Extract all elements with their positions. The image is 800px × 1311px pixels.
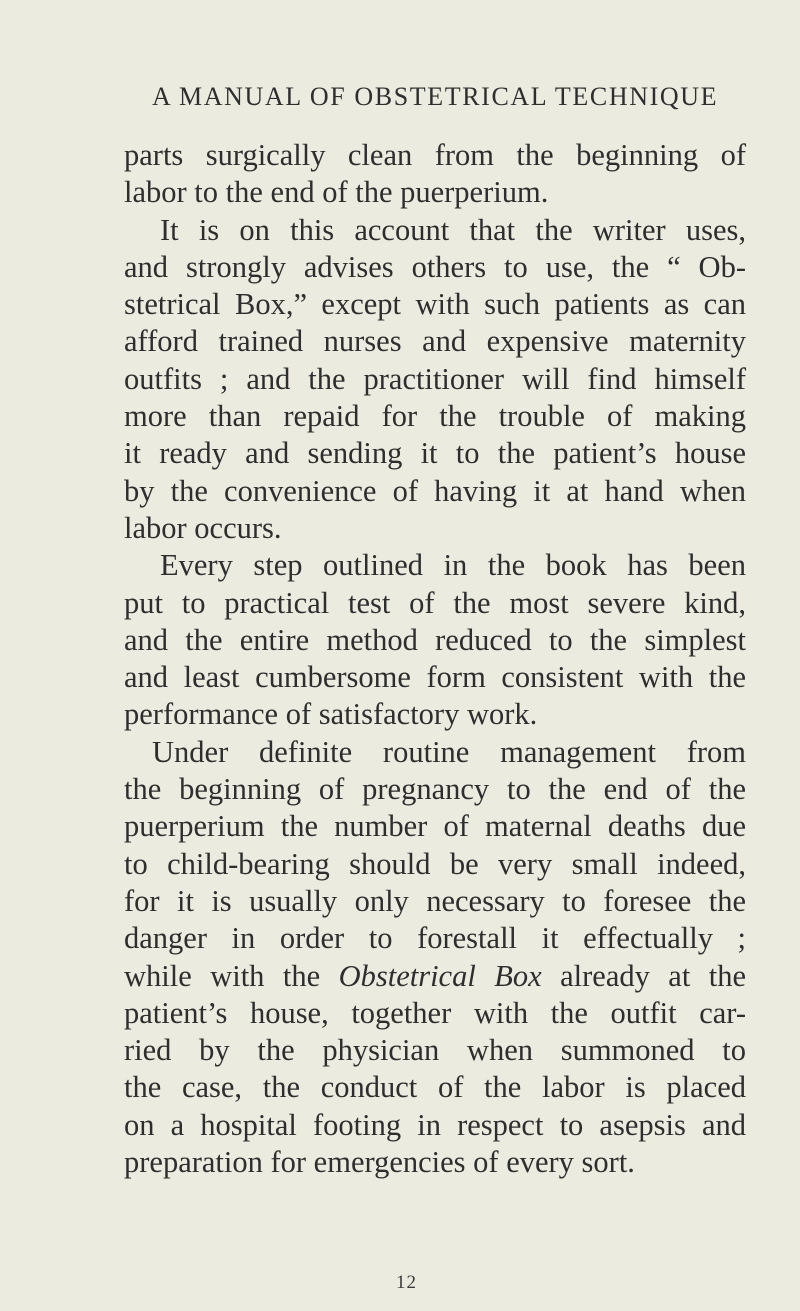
text-line: performance of satisfactory work. xyxy=(124,697,538,732)
text-run: already at the xyxy=(541,958,747,993)
text-line: labor occurs. xyxy=(124,510,282,545)
text-line: it ready and sending it to the patient’s house xyxy=(124,436,746,471)
text-line: more than repaid for the trouble of making xyxy=(124,399,746,434)
text-line: Every step outlined in the book has been xyxy=(160,548,746,583)
page-number: 12 xyxy=(396,1272,417,1293)
text-line: and the entire method reduced to the simplest xyxy=(124,622,746,657)
text-line: puerperium the number of maternal deaths due xyxy=(124,809,746,844)
text-line: and least cumbersome form consistent with the xyxy=(124,660,746,695)
text-line: afford trained nurses and expensive maternity xyxy=(124,324,746,359)
text-line xyxy=(124,958,746,995)
text-line: stetrical Box,” except with such patients as can xyxy=(124,287,746,322)
text-line: and strongly advises others to use, the “ Ob- xyxy=(124,249,746,284)
text-run: while with the xyxy=(124,958,339,993)
text-line: to child-bearing should be very small indeed, xyxy=(124,846,746,881)
running-head: A MANUAL OF OBSTETRICAL TECHNIQUE xyxy=(152,82,719,111)
italic-title: Obstetrical Box xyxy=(338,958,542,993)
text-line: the case, the conduct of the labor is placed xyxy=(124,1070,746,1105)
text-line: patient’s house, together with the outfit car- xyxy=(124,995,746,1030)
text-line: outfits ; and the practitioner will find himself xyxy=(124,361,746,396)
text-line: the beginning of pregnancy to the end of the xyxy=(124,772,746,807)
text-line: preparation for emergencies of every sort. xyxy=(124,1145,635,1180)
text-line: labor to the end of the puerperium. xyxy=(124,175,549,210)
text-line: parts surgically clean from the beginning of xyxy=(124,138,746,172)
body-text xyxy=(124,137,746,1181)
text-line: on a hospital footing in respect to asepsis and xyxy=(124,1107,746,1142)
text-line: by the convenience of having it at hand when xyxy=(124,473,746,508)
text-line: It is on this account that the writer uses, xyxy=(160,212,746,247)
text-line: danger in order to forestall it effectually ; xyxy=(124,921,746,956)
text-line: put to practical test of the most severe kind, xyxy=(124,585,746,620)
text-line: for it is usually only necessary to foresee the xyxy=(124,883,746,918)
text-line: ried by the physician when summoned to xyxy=(124,1033,746,1068)
text-line: Under definite routine management from xyxy=(152,734,746,769)
